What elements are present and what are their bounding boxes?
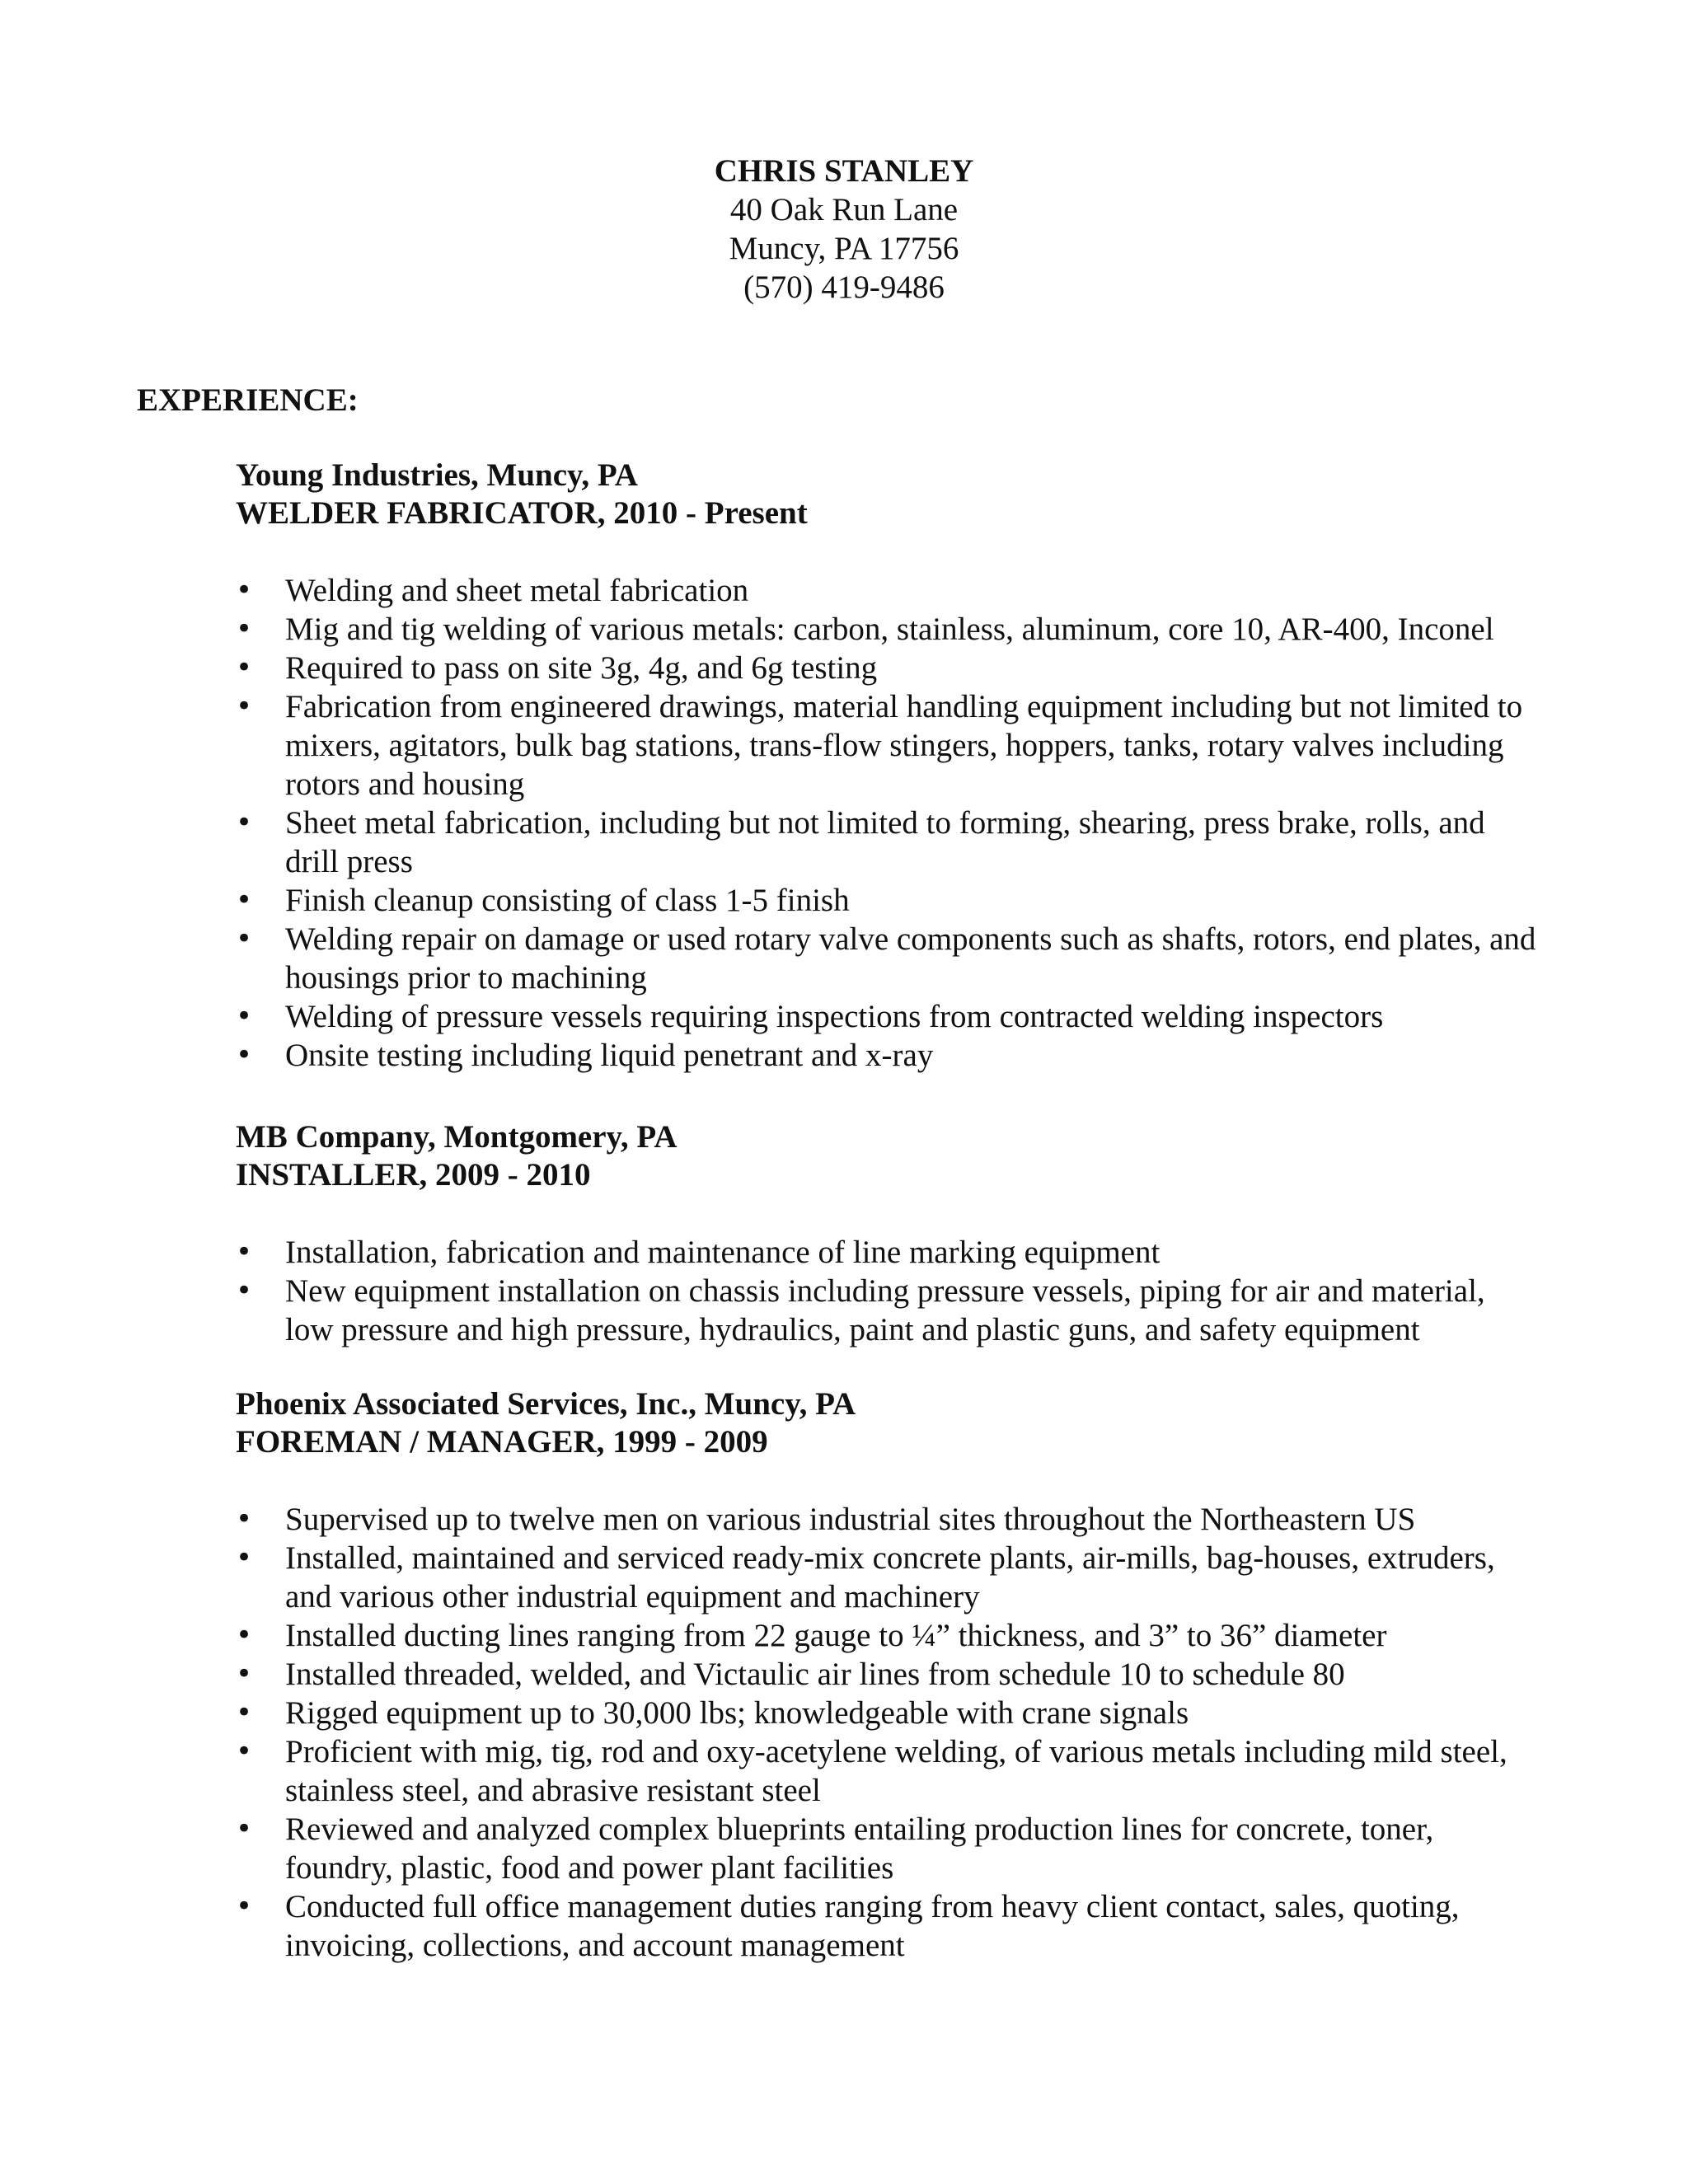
address-line-2: Muncy, PA 17756 [729,231,959,266]
list-item: • Required to pass on site 3g, 4g, and 6g testing [236,649,1538,687]
list-item: • Reviewed and analyzed complex blueprints entailing production lines for concrete, toner, foundry, plastic, food and power plant facilities [236,1810,1538,1887]
experience-heading: EXPERIENCE: [137,382,359,418]
job-role: FOREMAN / MANAGER, 1999 - 2009 [236,1424,768,1460]
list-item: • Finish cleanup consisting of class 1-5 finish [236,881,1538,920]
list-item: • Proficient with mig, tig, rod and oxy-acetylene welding, of various metals including mild steel, stainless steel, and abrasive resistant steel [236,1732,1538,1810]
list-item: • Sheet metal fabrication, including but not limited to forming, shearing, press brake, rolls, and drill press [236,804,1538,881]
list-item: • Installed threaded, welded, and Victaulic air lines from schedule 10 to schedule 80 [236,1655,1538,1694]
job-company: MB Company, Montgomery, PA [236,1119,678,1155]
contact-header [0,152,1688,307]
job-entry [236,1385,1538,1965]
list-item: • Welding of pressure vessels requiring inspections from contracted welding inspectors [236,997,1538,1036]
address-line-1: 40 Oak Run Lane [729,192,959,227]
job-duties-list [236,1500,1538,1965]
list-item: • Installation, fabrication and maintenance of line marking equipment [236,1233,1538,1272]
list-item: • Onsite testing including liquid penetrant and x-ray [236,1036,1538,1075]
list-item: • Installed ducting lines ranging from 22 gauge to ¼” thickness, and 3” to 36” diameter [236,1616,1538,1655]
list-item: • Conducted full office management duties ranging from heavy client contact, sales, quoting, invoicing, collections, and account management [236,1887,1538,1965]
list-item: • Fabrication from engineered drawings, material handling equipment including but not limited to mixers, agitators, bulk bag stations, trans-flow stingers, hoppers, tanks, rotary valves including rotors and housing [236,687,1538,804]
list-item: • New equipment installation on chassis including pressure vessels, piping for air and material, low pressure and high pressure, hydraulics, paint and plastic guns, and safety equipment [236,1272,1538,1349]
job-role: WELDER FABRICATOR, 2010 - Present [236,495,808,531]
job-role: INSTALLER, 2009 - 2010 [236,1157,591,1193]
job-duties-list [236,571,1538,1075]
list-item: • Rigged equipment up to 30,000 lbs; knowledgeable with crane signals [236,1694,1538,1732]
job-duties-list [236,1233,1538,1349]
job-company: Phoenix Associated Services, Inc., Muncy, PA [236,1386,856,1422]
list-item: • Installed, maintained and serviced ready-mix concrete plants, air-mills, bag-houses, extruders, and various other industrial equipment and machinery [236,1539,1538,1616]
job-company: Young Industries, Muncy, PA [236,457,638,493]
candidate-name: CHRIS STANLEY [714,153,974,189]
phone-number: (570) 419-9486 [743,269,945,305]
list-item: • Welding and sheet metal fabrication [236,571,1538,610]
list-item: • Mig and tig welding of various metals: carbon, stainless, aluminum, core 10, AR-400, Inconel [236,610,1538,649]
list-item: • Supervised up to twelve men on various industrial sites throughout the Northeastern US [236,1500,1538,1539]
list-item: • Welding repair on damage or used rotary valve components such as shafts, rotors, end plates, and housings prior to machining [236,920,1538,997]
job-entry [236,1118,1538,1349]
job-entry [236,457,1538,1075]
